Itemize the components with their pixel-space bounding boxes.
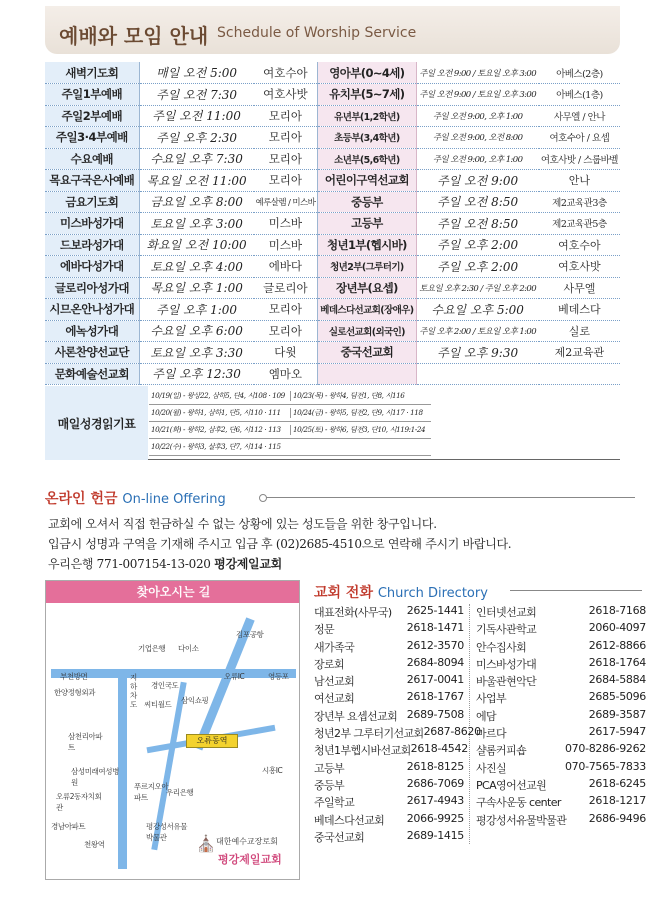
service-name: 주일3·4부예배 — [45, 127, 139, 149]
dept-name — [318, 363, 416, 385]
reading-row — [149, 405, 431, 422]
directory-item-name: 남선교회 — [314, 675, 355, 689]
dept-place: 여호사밧 — [539, 256, 620, 278]
directory-item-name: PCA영어선교원 — [476, 778, 547, 792]
dept-name: 실로선교회(외국인) — [318, 320, 416, 342]
schedule-row — [45, 127, 620, 149]
directory-item-phone: 2689-3587 — [588, 707, 646, 721]
directory-item-phone: 2617-0041 — [406, 673, 464, 687]
dept-place: 아베스(2층) — [539, 62, 620, 84]
road-vertical-west — [118, 669, 127, 869]
dept-place: 제2교육관5층 — [539, 213, 620, 235]
directory-title-en: Church Directory — [377, 586, 488, 601]
directory-item — [476, 760, 646, 777]
dept-time: 주일 오후 2:00 — [416, 234, 539, 256]
directory-item-phone: 2685-5096 — [588, 690, 646, 704]
schedule-row — [45, 256, 620, 278]
directory-item-name: 기독사관학교 — [476, 623, 537, 637]
dept-name: 어린이구역선교회 — [318, 170, 416, 192]
label-ohryudong: 오류2동자치회관 — [56, 792, 102, 812]
schedule-row — [45, 105, 620, 127]
label-daiso: 다이소 — [178, 644, 199, 653]
reading-row — [149, 388, 431, 405]
directory-item-phone: 2618-1471 — [406, 621, 464, 635]
directory-item-phone: 2618-4542 — [410, 742, 468, 756]
service-place: 모리아 — [254, 320, 318, 342]
dept-place: 사무엘 — [539, 277, 620, 299]
directory-item — [476, 673, 646, 690]
dept-name: 초등부(3,4학년) — [318, 127, 416, 149]
online-offering-title — [45, 488, 635, 508]
directory-item — [476, 621, 646, 638]
reading-row — [149, 439, 431, 456]
directory-item-name: 바울관현악단 — [476, 675, 537, 689]
account-number: 우리은행 771-007154-13-020 — [48, 557, 211, 571]
label-kiup: 기업은행 — [138, 644, 166, 653]
service-time: 토요일 오후 4:00 — [139, 256, 253, 278]
directory-item-name: 에담 — [476, 709, 497, 723]
dept-name: 소년부(5,6학년) — [318, 148, 416, 170]
label-gyeongnam: 경남아파트 — [51, 822, 86, 831]
service-time: 주일 오전 7:30 — [139, 84, 253, 106]
online-offering-section — [45, 488, 635, 574]
directory-column-separator — [469, 604, 470, 844]
dept-time — [416, 363, 539, 385]
dept-time: 주일 오전 8:50 — [416, 213, 539, 235]
service-time: 주일 오후 12:30 — [139, 363, 253, 385]
directory-title — [314, 582, 644, 602]
directory-item — [476, 708, 646, 725]
directory-item-name: 미스바성가대 — [476, 657, 537, 671]
service-place: 미스바 — [254, 234, 318, 256]
reading-entry: 10/23(목) - 왕하4, 딤전1, 단8, 시116 — [290, 391, 431, 401]
schedule-row — [45, 62, 620, 84]
map-heading: 찾아오시는 길 — [46, 581, 300, 603]
directory-item — [314, 812, 464, 829]
directions-map — [45, 580, 300, 880]
directory-item — [476, 639, 646, 656]
dept-time: 주일 오전 9:00 / 토요일 오후 3:00 — [416, 62, 539, 84]
dept-name: 유년부(1,2학년) — [318, 105, 416, 127]
online-title-kr: 온라인 헌금 — [45, 491, 118, 507]
bible-reading-section — [45, 386, 620, 460]
dept-name: 장년부(요셉) — [318, 277, 416, 299]
directory-title-kr: 교회 전화 — [314, 585, 373, 601]
online-account — [48, 554, 635, 574]
dept-place: 제2교육관 — [539, 342, 620, 364]
directory-item-phone: 2618-7168 — [588, 604, 646, 617]
service-time: 토요일 오후 3:00 — [139, 213, 253, 235]
dept-time: 주일 오전 9:00, 오후 1:00 — [416, 148, 539, 170]
reading-entry: 10/22(수) - 왕하3, 살후3, 단7, 시114 · 115 — [151, 442, 281, 451]
service-place: 미스바 — [254, 213, 318, 235]
directory-item-phone: 2689-7508 — [406, 707, 464, 721]
directory-item — [314, 742, 468, 759]
service-place: 예루살렘 / 미스바 — [254, 191, 318, 213]
directory-item-phone: 2617-4943 — [406, 794, 464, 808]
service-time: 수요일 오후 7:30 — [139, 148, 253, 170]
service-place: 엠마오 — [254, 363, 318, 385]
dept-place: 베데스다 — [539, 299, 620, 321]
schedule-row — [45, 320, 620, 342]
directory-item-name: 청년2부 그루터기선교회 — [314, 727, 424, 741]
service-place: 여호사밧 — [254, 84, 318, 106]
directory-item-phone: 2618-6245 — [588, 776, 646, 790]
reading-entry: 10/24(금) - 왕하5, 딤전2, 단9, 시117 · 118 — [290, 408, 431, 418]
directory-item-phone: 070-8286-9262 — [564, 742, 646, 756]
directory-item-name: 고등부 — [314, 761, 345, 775]
service-time: 목요일 오후 1:00 — [139, 277, 253, 299]
dept-place: 아베스(1층) — [539, 84, 620, 106]
dept-place: 사무엘 / 안나 — [539, 105, 620, 127]
ohryu-station-box: 오류동역 — [186, 734, 238, 748]
service-time: 금요일 오후 8:00 — [139, 191, 253, 213]
service-time: 목요일 오전 11:00 — [139, 170, 253, 192]
directory-item-name: 청년1부헵시바선교회 — [314, 744, 411, 758]
service-time: 주일 오후 1:00 — [139, 299, 253, 321]
directory-item-phone: 2684-8094 — [406, 655, 464, 669]
service-name: 에녹성가대 — [45, 320, 139, 342]
service-place: 에바다 — [254, 256, 318, 278]
label-woori: 우리은행 — [166, 788, 194, 797]
reading-entry: 10/25(토) - 왕하6, 딤전3, 단10, 시119:1-24 — [290, 425, 431, 435]
directory-item-name: 인터넷선교회 — [476, 606, 537, 619]
online-line-2: 입금시 성명과 구역을 기재해 주시고 입금 후 (02)2685-4510으로 연락해 주시기 바랍니다. — [48, 537, 512, 551]
service-name: 글로리아성가대 — [45, 277, 139, 299]
label-gimpo: 김포공항 — [236, 630, 264, 639]
dept-place: 실로 — [539, 320, 620, 342]
dept-time: 토요일 오후 2:30 / 주일 오후 2:00 — [416, 277, 539, 299]
dept-name: 청년2부(그루터기) — [318, 256, 416, 278]
directory-item — [476, 656, 646, 673]
directory-item-phone: 2617-5947 — [588, 725, 646, 739]
schedule-row — [45, 148, 620, 170]
label-hanyang: 한양정형외과 — [54, 688, 96, 697]
schedule-row — [45, 342, 620, 364]
dept-time: 주일 오후 2:00 — [416, 256, 539, 278]
schedule-row — [45, 84, 620, 106]
dept-time: 주일 오전 9:00 — [416, 170, 539, 192]
online-line-1: 교회에 오셔서 직접 헌금하실 수 없는 상황에 있는 성도들을 위한 창구입니다. — [48, 517, 437, 531]
dept-place: 여호사밧 / 스룹바벨 — [539, 148, 620, 170]
dept-place: 여호수아 / 요셉 — [539, 127, 620, 149]
divider-line — [263, 497, 635, 498]
dept-time: 주일 오전 9:00 / 토요일 오후 3:00 — [416, 84, 539, 106]
reading-entry: 10/21(화) - 왕하2, 삼후2, 단6, 시112 · 113 — [151, 425, 281, 434]
directory-item — [314, 794, 464, 811]
directory-item — [314, 673, 464, 690]
label-ohryu-ic: 오류IC — [224, 672, 245, 681]
dept-name: 청년1부(헵시바) — [318, 234, 416, 256]
label-sihung-ic: 시흥IC — [262, 766, 283, 775]
church-directory — [314, 582, 646, 844]
directory-item — [476, 812, 646, 829]
directory-item-name: 안수집사회 — [476, 640, 527, 654]
directory-left-column — [314, 604, 481, 846]
directory-item — [314, 725, 481, 742]
dept-place: 제2교육관3층 — [539, 191, 620, 213]
directory-item-phone: 2686-7069 — [406, 776, 464, 790]
service-name: 주일2부예배 — [45, 105, 139, 127]
directory-item-phone: 2687-8620 — [423, 725, 481, 739]
reading-row — [149, 422, 431, 439]
directory-item — [314, 656, 464, 673]
directory-item-name: 사업부 — [476, 692, 507, 706]
service-name: 수요예배 — [45, 148, 139, 170]
directory-item — [314, 604, 464, 621]
service-name: 금요기도회 — [45, 191, 139, 213]
bible-reading-label: 매일성경읽기표 — [45, 386, 148, 460]
schedule-row — [45, 277, 620, 299]
directory-item-name: 주일학교 — [314, 796, 355, 810]
service-place: 글로리아 — [254, 277, 318, 299]
directory-item-name: 샬롬커피숍 — [476, 744, 527, 758]
directory-item-name: 평강성서유물박물관 — [476, 813, 567, 827]
service-name: 문화예술선교회 — [45, 363, 139, 385]
directory-item-phone: 2612-8866 — [588, 638, 646, 652]
label-purunjigi: 푸르지오아파트 — [134, 782, 169, 802]
service-place: 모리아 — [254, 299, 318, 321]
service-name: 주일1부예배 — [45, 84, 139, 106]
directory-item-phone: 070-7565-7833 — [564, 759, 646, 773]
directory-right-column — [476, 604, 646, 829]
directory-item-phone: 2060-4097 — [588, 621, 646, 635]
dept-time: 주일 오전 8:50 — [416, 191, 539, 213]
dept-place: 여호수아 — [539, 234, 620, 256]
directory-item — [476, 604, 646, 621]
service-time: 매일 오전 5:00 — [139, 62, 253, 84]
service-name: 새벽기도회 — [45, 62, 139, 84]
label-bucheon: 부천방면 — [60, 672, 88, 681]
directory-item-phone: 2618-1764 — [588, 655, 646, 669]
label-samjeong: 삼천리아파트 — [68, 732, 103, 752]
directory-item-name: 장년부 요셉선교회 — [314, 709, 398, 723]
service-place: 모리아 — [254, 170, 318, 192]
dept-time: 수요일 오후 5:00 — [416, 299, 539, 321]
label-jihachado: 지하차도 — [130, 673, 137, 709]
schedule-title-en: Schedule of Worship Service — [217, 25, 417, 41]
directory-item — [314, 639, 464, 656]
directory-item-phone: 2618-1767 — [406, 690, 464, 704]
schedule-row — [45, 191, 620, 213]
dept-place — [539, 363, 620, 385]
schedule-title-kr: 예배와 모임 안내 — [59, 24, 209, 48]
label-museum: 평강성서유물박물관 — [146, 822, 188, 842]
service-time: 화요일 오전 10:00 — [139, 234, 253, 256]
directory-item — [476, 777, 646, 794]
directory-item-name: 중등부 — [314, 778, 345, 792]
label-cheonwang: 천왕역 — [84, 840, 105, 849]
directory-item — [314, 760, 464, 777]
dept-time: 주일 오후 2:00 / 토요일 오후 1:00 — [416, 320, 539, 342]
dept-time: 주일 오전 9:00, 오후 1:00 — [416, 105, 539, 127]
service-name: 사론찬양선교단 — [45, 342, 139, 364]
reading-entry: 10/19(일) - 왕상22, 삼하5, 단4, 시108 · 109 — [151, 391, 285, 400]
directory-item — [476, 794, 646, 811]
directory-item-name: 구속사운동 center — [476, 796, 561, 810]
service-place: 모리아 — [254, 127, 318, 149]
service-name: 시므온안나성가대 — [45, 299, 139, 321]
dept-name: 고등부 — [318, 213, 416, 235]
service-name: 목요구국은사예배 — [45, 170, 139, 192]
directory-item-phone: 2612-3570 — [406, 638, 464, 652]
directory-item-phone: 2618-8125 — [406, 759, 464, 773]
schedule-header — [45, 6, 620, 54]
schedule-row — [45, 299, 620, 321]
directory-item-phone: 2689-1415 — [406, 828, 464, 842]
label-gyeongin: 경인국도 — [151, 681, 179, 690]
church-icon: ⛪ — [196, 834, 216, 853]
dept-name: 베데스다선교회(장애우) — [318, 299, 416, 321]
service-name: 드보라성가대 — [45, 234, 139, 256]
directory-item — [314, 708, 464, 725]
service-place: 모리아 — [254, 148, 318, 170]
directory-item-name: 사진실 — [476, 761, 507, 775]
dept-name: 영아부(0~4세) — [318, 62, 416, 84]
service-place: 여호수아 — [254, 62, 318, 84]
service-name: 에바다성가대 — [45, 256, 139, 278]
schedule-row — [45, 213, 620, 235]
directory-item-name: 새가족국 — [314, 640, 355, 654]
dept-name: 유치부(5~7세) — [318, 84, 416, 106]
label-samik: 삼익쇼핑 — [181, 696, 209, 705]
directory-item-phone: 2618-1217 — [588, 794, 646, 808]
directory-item — [314, 690, 464, 707]
directory-item — [476, 690, 646, 707]
directory-item-name: 대표전화(사무국) — [314, 606, 392, 619]
directory-item-phone: 2066-9925 — [406, 811, 464, 825]
label-ssitiworld: 씨티월드 — [144, 700, 172, 709]
directory-item-name: 중국선교회 — [314, 830, 365, 844]
directory-item — [476, 742, 646, 759]
directory-item — [476, 725, 646, 742]
church-denomination: 대한예수교장로회 — [216, 837, 278, 846]
service-time: 주일 오전 11:00 — [139, 105, 253, 127]
church-name: 평강제일교회 — [218, 853, 282, 866]
dept-time: 주일 오전 9:00, 오전 8:00 — [416, 127, 539, 149]
reading-entry: 10/20(월) - 왕하1, 삼하1, 단5, 시110 · 111 — [151, 408, 281, 417]
service-name: 미스바성가대 — [45, 213, 139, 235]
worship-schedule-table — [45, 62, 620, 385]
bible-reading-grid — [149, 388, 431, 456]
directory-item-name: 정문 — [314, 623, 335, 637]
directory-item-name: 마르다 — [476, 727, 507, 741]
schedule-row — [45, 170, 620, 192]
online-title-en: On-line Offering — [122, 492, 226, 507]
directory-item-phone: 2625-1441 — [406, 604, 464, 617]
schedule-row — [45, 234, 620, 256]
directory-divider — [510, 590, 642, 591]
directory-item-name: 베데스다선교회 — [314, 813, 385, 827]
directory-item — [314, 829, 464, 846]
directory-item-phone: 2686-9496 — [588, 811, 646, 825]
dept-name: 중등부 — [318, 191, 416, 213]
dept-name: 중국선교회 — [318, 342, 416, 364]
dept-time: 주일 오후 9:30 — [416, 342, 539, 364]
service-place: 다윗 — [254, 342, 318, 364]
schedule-row — [45, 363, 620, 385]
directory-item — [314, 621, 464, 638]
directory-item-name: 여선교회 — [314, 692, 355, 706]
directory-item — [314, 777, 464, 794]
account-name: 평강제일교회 — [214, 557, 282, 571]
service-time: 주일 오후 2:30 — [139, 127, 253, 149]
directory-item-phone: 2684-5884 — [588, 673, 646, 687]
label-yeongdeungpo: 영등포 — [268, 672, 289, 681]
service-place: 모리아 — [254, 105, 318, 127]
directory-item-name: 장로회 — [314, 657, 345, 671]
dept-place: 안나 — [539, 170, 620, 192]
service-time: 토요일 오후 3:30 — [139, 342, 253, 364]
road-gyeongin — [51, 669, 296, 678]
label-samsung: 삼성미래여성병원 — [71, 767, 119, 787]
service-time: 수요일 오후 6:00 — [139, 320, 253, 342]
